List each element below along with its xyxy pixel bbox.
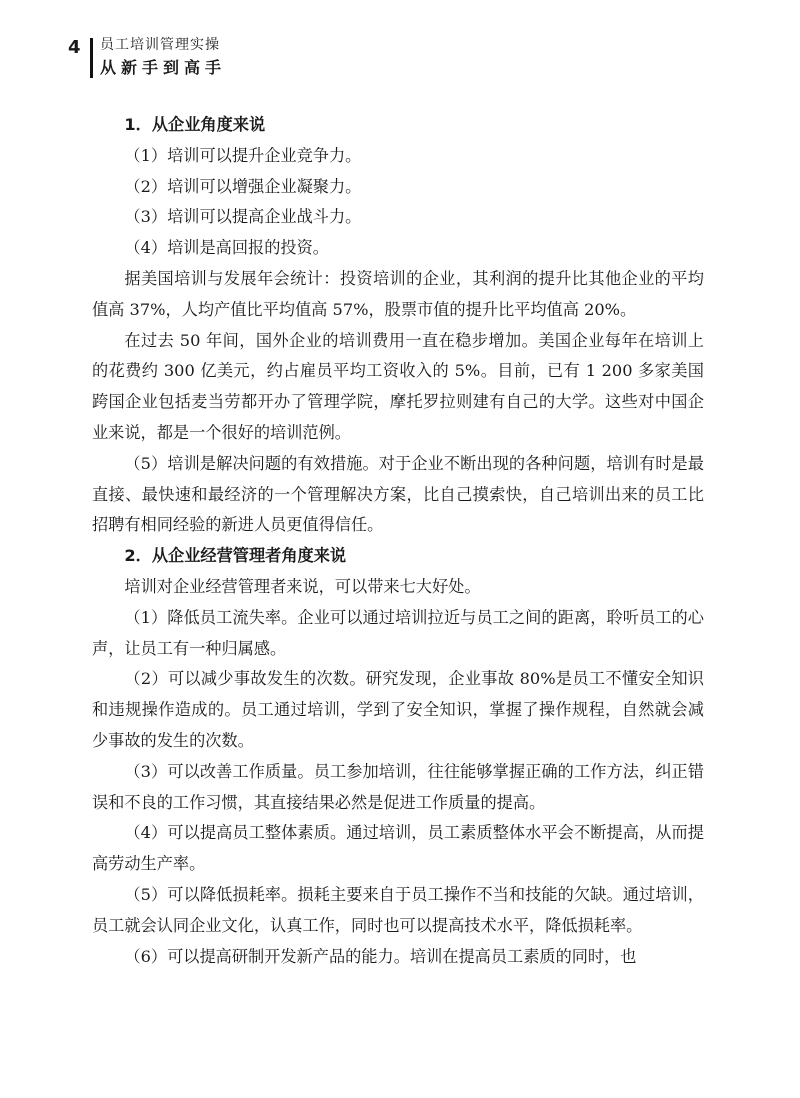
paragraph: （4）可以提高员工整体素质。通过培训，员工素质整体水平会不断提高，从而提高劳动生产率。 [92,823,704,874]
book-subtitle: 从新手到高手 [100,58,227,77]
page-body [92,110,704,972]
section-heading: 2．从企业经营管理者角度来说 [124,546,347,566]
paragraph: （1）降低员工流失率。企业可以通过培训拉近与员工之间的距离，聆听员工的心声，让员工有一种归属感。 [92,607,704,658]
list-item: （4）培训是高回报的投资。 [124,238,329,258]
paragraph: （2）可以减少事故发生的次数。研究发现，企业事故 80%是员工不懂安全知识和违规操作造成的。员工通过培训，学到了安全知识，掌握了操作规程，自然就会减少事故的发生的次数。 [92,669,704,750]
list-item: （3）培训可以提高企业战斗力。 [124,207,362,227]
page-number: 4 [68,37,81,58]
paragraph: （5）培训是解决问题的有效措施。对于企业不断出现的各种问题，培训有时是最直接、最快速和最经济的一个管理解决方案，比自己摸索快，自己培训出来的员工比招聘有相同经验的新进人员更值得信任。 [92,453,704,535]
list-item: （2）培训可以增强企业凝聚力。 [124,176,362,196]
book-title: 员工培训管理实操 [100,37,220,53]
paragraph: （6）可以提高研制开发新产品的能力。培训在提高员工素质的同时，也 [124,946,637,966]
paragraph: 培训对企业经营管理者来说，可以带来七大好处。 [124,576,481,596]
running-header [56,36,756,86]
section-heading: 1．从企业角度来说 [124,115,266,134]
paragraph: （3）可以改善工作质量。员工参加培训，往往能够掌握正确的工作方法，纠正错误和不良的工作习惯，其直接结果必然是促进工作质量的提高。 [92,761,704,812]
paragraph: 据美国培训与发展年会统计：投资培训的企业，其利润的提升比其他企业的平均值高 37%，人均产值比平均值高 57%，股票市值的提升比平均值高 20%。 [92,268,704,319]
list-item: （1）培训可以提升企业竞争力。 [124,145,362,165]
paragraph: （5）可以降低损耗率。损耗主要来自于员工操作不当和技能的欠缺。通过培训，员工就会认同企业文化，认真工作，同时也可以提高技术水平，降低损耗率。 [92,884,704,935]
paragraph: 在过去 50 年间，国外企业的培训费用一直在稳步增加。美国企业每年在培训上的花费约 300 亿美元，约占雇员平均工资收入的 5%。目前，已有 1 200 多家美国跨国企业包括麦当劳都开办了管理学院，摩托罗拉则建有自己的大学。这些对中国企业来说，都是一个很好的培训范例。 [92,330,704,442]
header-divider [90,38,93,78]
